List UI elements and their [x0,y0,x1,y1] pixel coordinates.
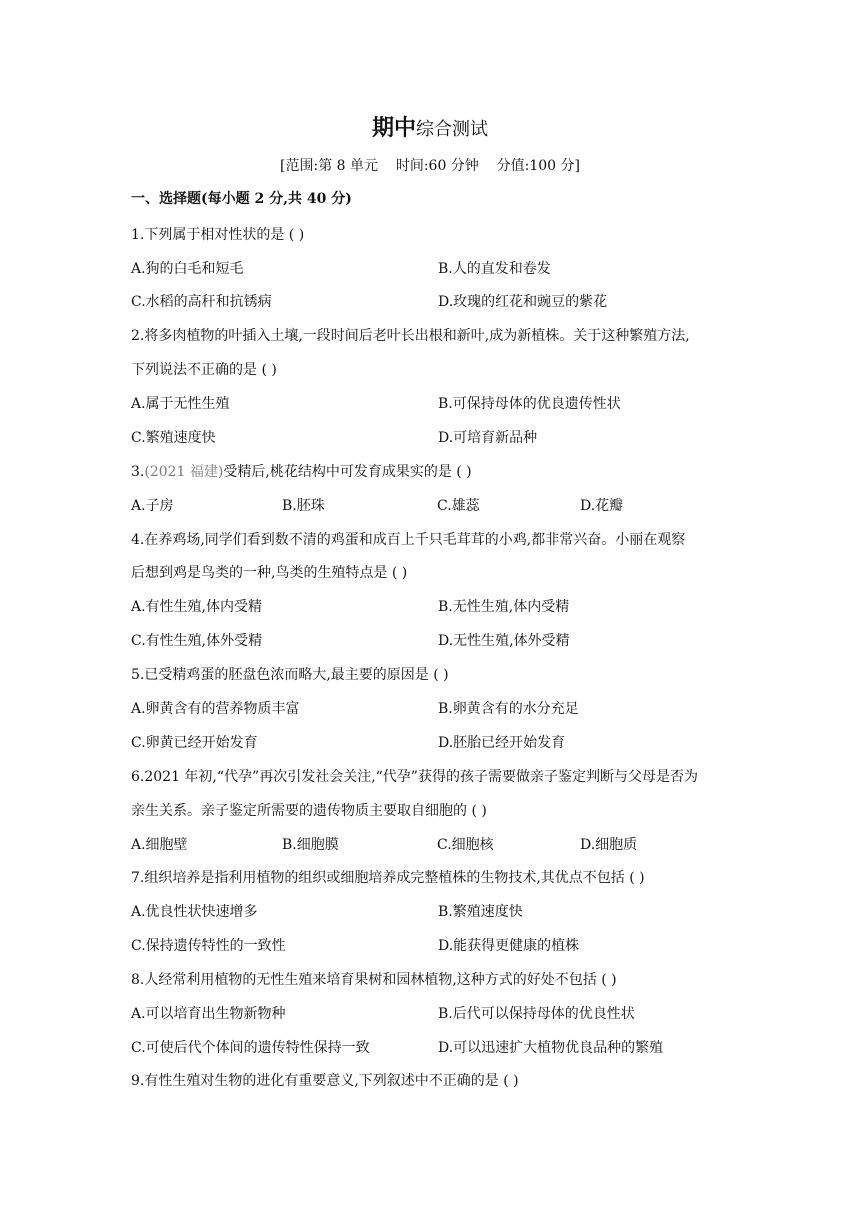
question-8-option-d: D.可以迅速扩大植物优良品种的繁殖 [438,1040,664,1056]
question-1-option-b: B.人的直发和卷发 [438,261,551,277]
question-7-option-d: D.能获得更健康的植株 [438,938,580,954]
question-6-option-d: D.细胞质 [580,837,638,853]
question-6-option-c: C.细胞核 [437,837,494,853]
question-6-stem-line-1: 6.2021 年初,“代孕”再次引发社会关注,“代孕”获得的孩子需要做亲子鉴定判断与父母是否为 [131,769,698,785]
question-4-option-d: D.无性生殖,体外受精 [438,633,570,649]
section-heading: 一、选择题(每小题 2 分,共 40 分) [131,191,352,207]
exam-info: [范围:第 8 单元 时间:60 分钟 分值:100 分] [280,158,580,174]
question-1-option-d: D.玫瑰的红花和豌豆的紫花 [438,294,608,310]
question-3-source: (2021 福建) [144,464,224,480]
question-3-stem [131,462,472,482]
question-4-stem-line-2: 后想到鸡是鸟类的一种,鸟类的生殖特点是 ( ) [131,565,408,581]
question-9-stem: 9.有性生殖对生物的进化有重要意义,下列叙述中不正确的是 ( ) [131,1073,519,1089]
question-4-option-c: C.有性生殖,体外受精 [131,633,263,649]
question-4-option-a: A.有性生殖,体内受精 [131,599,263,615]
question-4-option-b: B.无性生殖,体内受精 [438,599,570,615]
question-3-number: 3. [131,464,145,480]
question-2-stem-line-1: 2.将多肉植物的叶插入土壤,一段时间后老叶长出根和新叶,成为新植株。关于这种繁殖方法, [131,328,690,344]
question-6-stem-line-2: 亲生关系。亲子鉴定所需要的遗传物质主要取自细胞的 ( ) [131,803,487,819]
question-2-option-a: A.属于无性生殖 [131,396,230,412]
question-5-option-d: D.胚胎已经开始发育 [438,735,566,751]
question-4-stem-line-1: 4.在养鸡场,同学们看到数不清的鸡蛋和成百上千只毛茸茸的小鸡,都非常兴奋。小丽在观察 [131,532,686,548]
question-3-option-d: D.花瓣 [580,498,624,514]
question-8-option-b: B.后代可以保持母体的优良性状 [438,1006,635,1022]
question-7-stem: 7.组织培养是指利用植物的组织或细胞培养成完整植株的生物技术,其优点不包括 ( ) [131,870,645,886]
title-rest: 综合测试 [416,119,488,140]
question-8-option-a: A.可以培育出生物新物种 [131,1006,286,1022]
question-1-stem: 1.下列属于相对性状的是 ( ) [131,227,305,243]
question-5-stem: 5.已受精鸡蛋的胚盘色浓而略大,最主要的原因是 ( ) [131,667,449,683]
question-5-option-c: C.卵黄已经开始发育 [131,735,258,751]
question-6-option-a: A.细胞壁 [131,837,188,853]
title-bold: 期中 [371,115,416,141]
question-3-option-b: B.胚珠 [282,498,325,514]
question-2-option-c: C.繁殖速度快 [131,430,216,446]
question-2-option-d: D.可培育新品种 [438,430,538,446]
question-3-option-a: A.子房 [131,498,174,514]
question-3-option-c: C.雄蕊 [437,498,480,514]
page-title [0,114,860,144]
question-3-text: 受精后,桃花结构中可发育成果实的是 ( ) [223,464,472,480]
question-1-option-a: A.狗的白毛和短毛 [131,261,244,277]
question-2-option-b: B.可保持母体的优良遗传性状 [438,396,621,412]
question-6-option-b: B.细胞膜 [282,837,339,853]
question-2-stem-line-2: 下列说法不正确的是 ( ) [131,362,277,378]
question-5-option-a: A.卵黄含有的营养物质丰富 [131,701,300,717]
question-8-stem: 8.人经常利用植物的无性生殖来培育果树和园林植物,这种方式的好处不包括 ( ) [131,972,617,988]
question-1-option-c: C.水稻的高秆和抗锈病 [131,294,272,310]
question-7-option-a: A.优良性状快速增多 [131,904,258,920]
question-7-option-b: B.繁殖速度快 [438,904,523,920]
question-8-option-c: C.可使后代个体间的遗传特性保持一致 [131,1040,370,1056]
question-7-option-c: C.保持遗传特性的一致性 [131,938,286,954]
question-5-option-b: B.卵黄含有的水分充足 [438,701,579,717]
